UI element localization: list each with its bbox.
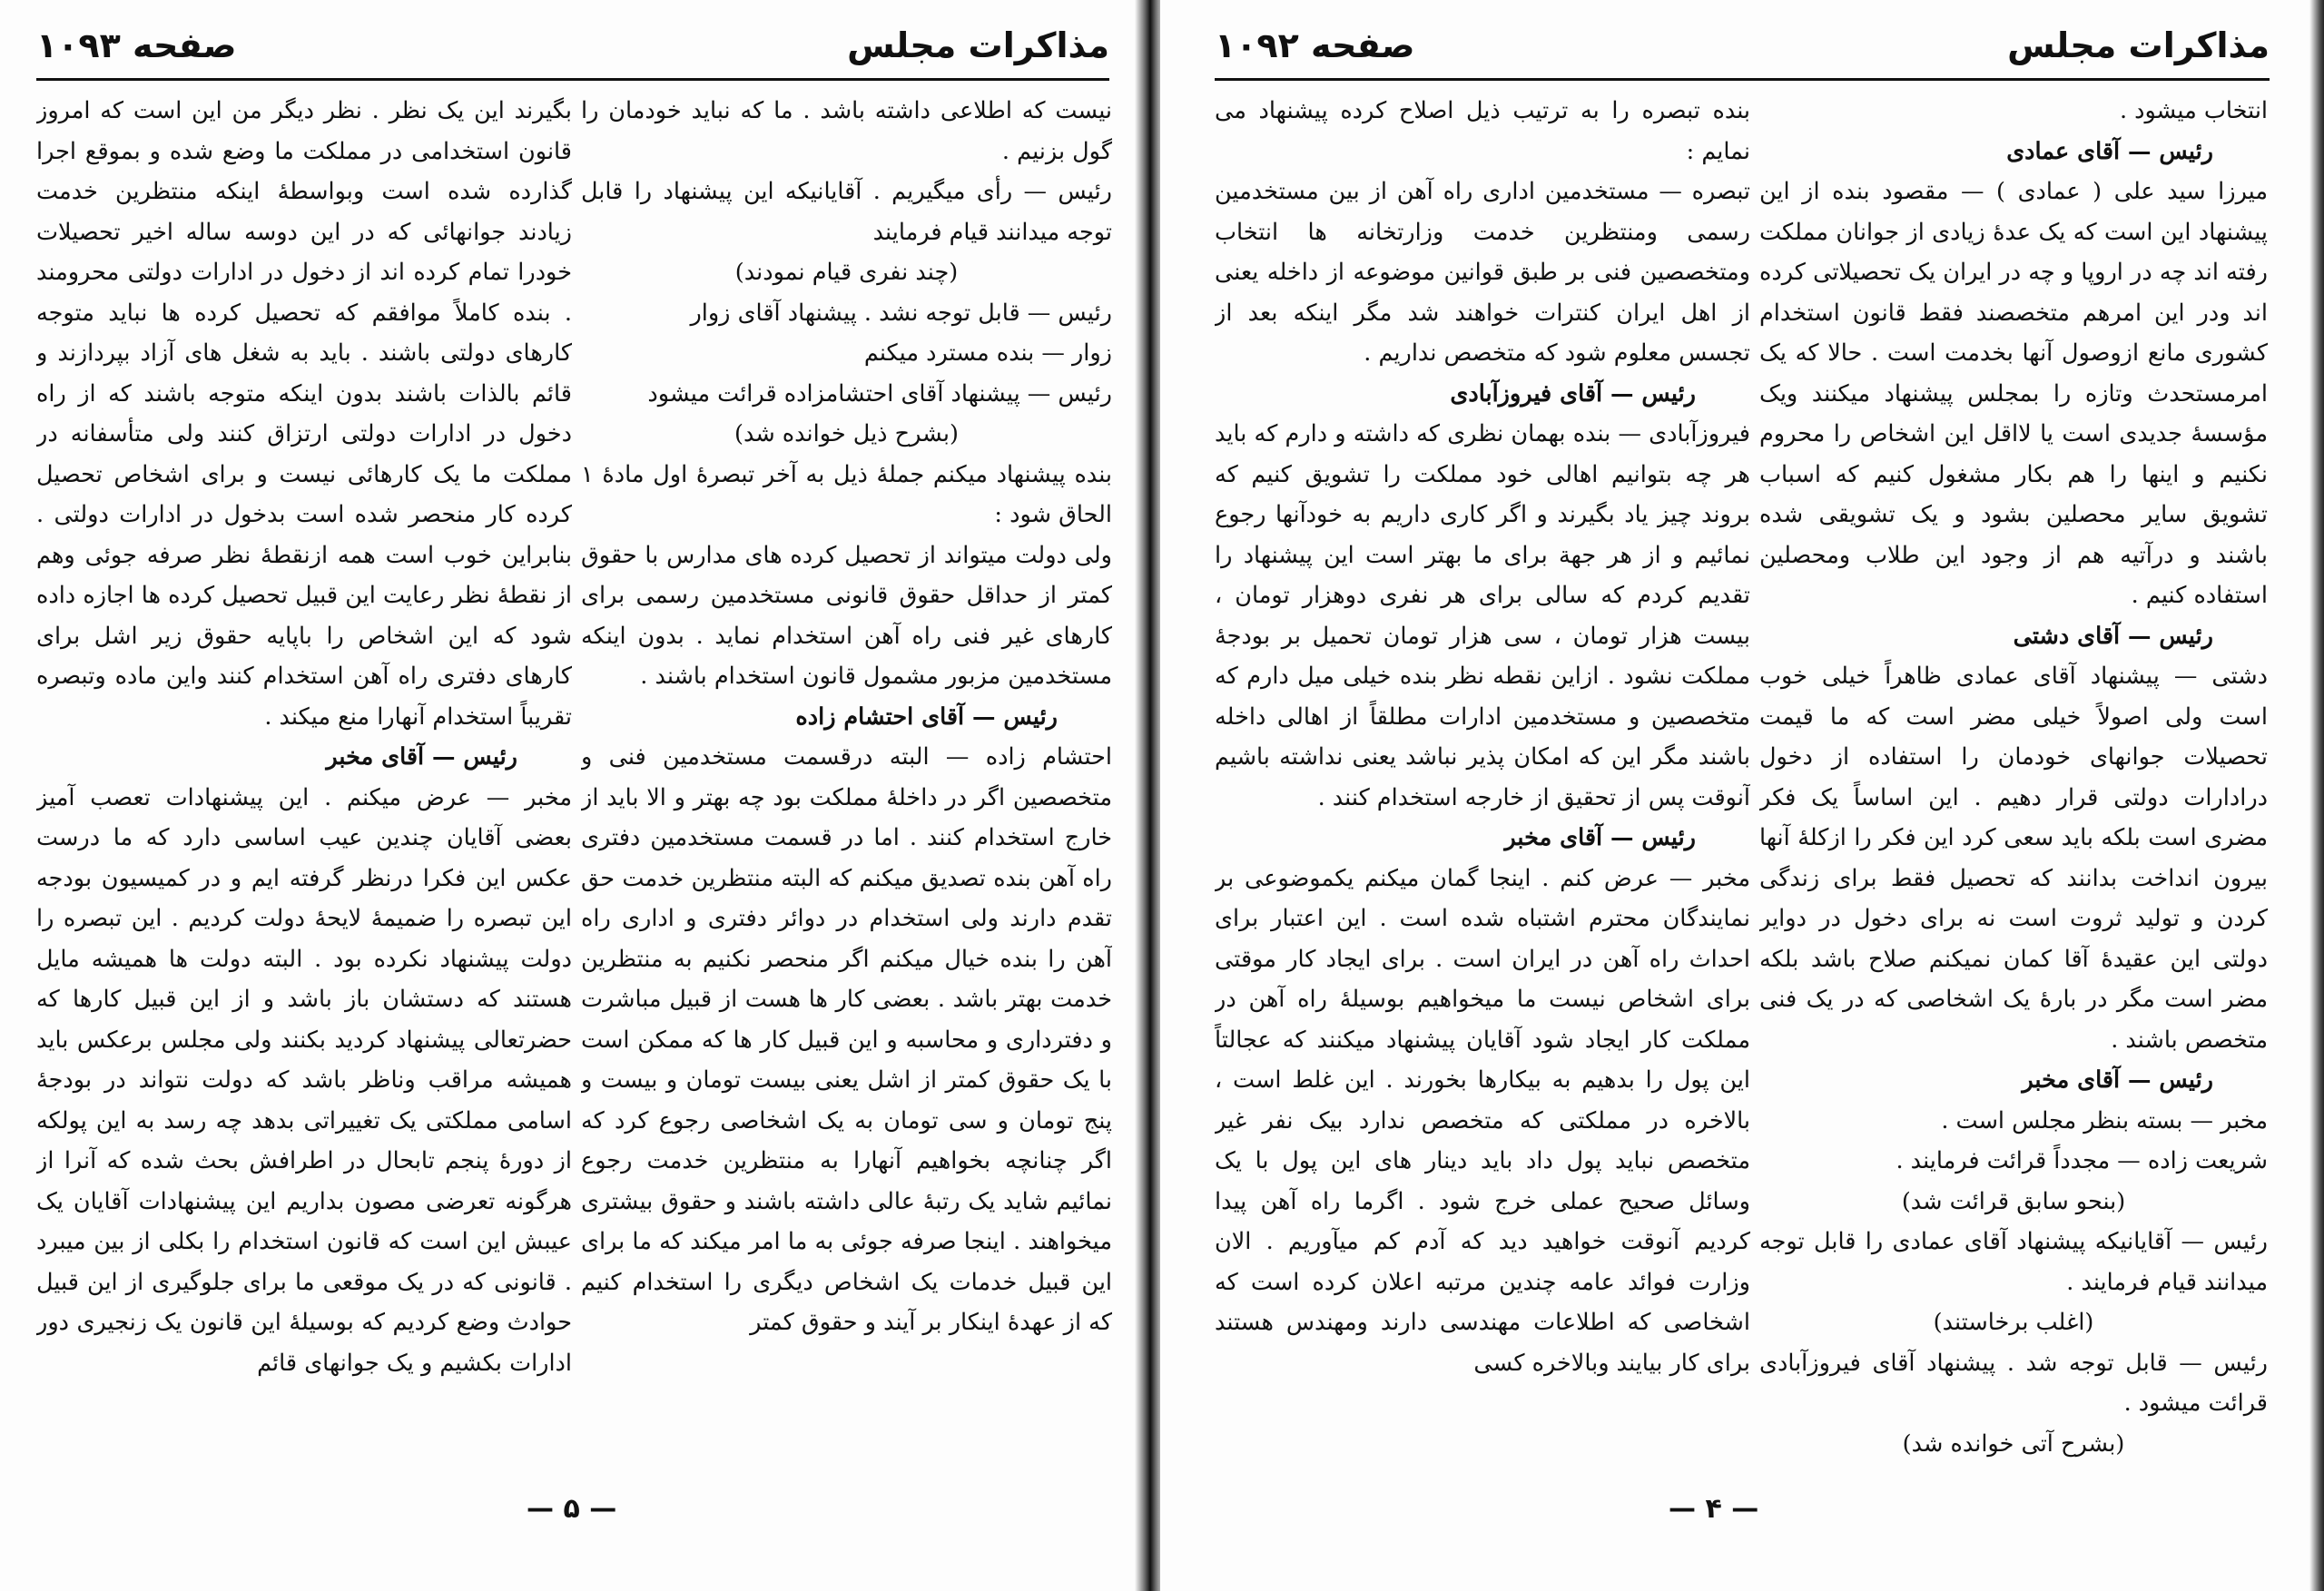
speaker-line: رئیس — آقای مخبر <box>1504 824 1696 851</box>
speaker-line: رئیس — آقای فیروزآبادی <box>1450 379 1696 408</box>
paragraph: فیروزآبادی — بنده بهمان نظری که داشته و دارم که باید هر چه بتوانیم اهالی خود مملکت را تشویق کنیم که بروند چیز یاد بگیرند و اگر کاری داریم به خودآنها رجوع نمائیم و از هر جهة برای ما بهتر است این پیشنهاد را تقدیم کردم که سالی برای هر نفری دوهزار تومان ، بیست هزار تومان ، سی هزار تومان تحمیل بر بودجهٔ مملکت نشود . ازاین نقطه نظر بنده خیلی میل دارم که متخصصین و مستخدمین ادارات مطلقاً از اهالی داخله باشند مگر این که امکان پذیر نباشد یعنی نداشته باشیم آنوقت پس از تحقیق از خارجه استخدام کنند . <box>1215 420 1750 811</box>
centered-note: (بشرح آتی خوانده شد) <box>1902 1429 2125 1458</box>
centered-note: (بشرح ذیل خوانده شد) <box>734 420 959 447</box>
left-header-title: مذاکرات مجلس <box>847 25 1109 65</box>
right-header-rule <box>1215 78 2270 81</box>
left-page-footer: — ۵ — <box>527 1493 617 1525</box>
left-header-rule <box>36 78 1109 81</box>
paragraph: دشتی — پیشنهاد آقای عمادی ظاهراً خیلی خوب است ولی اصولاً خیلی مضر است که ما قیمت تحصیلات جوانهای خودمان را استفاده از دخول درادارات دولتی قرار دهیم . این اساساً یک فکر مضری است بلکه باید سعی کرد این فکر را ازکلهٔ آنها بیرون انداخت بدانند که تحصیل فقط برای زندگی کردن و تولید ثروت است نه برای دخول در دوایر دولتی این عقیدهٔ آقا کمان نمیکنم صلاح باشد بلکه مضر است مگر در بارهٔ یک اشخاصی که در یک فنی متخصص باشند . <box>1759 663 2268 1054</box>
paragraph: انتخاب میشود . <box>2119 97 2268 124</box>
centered-note: (اغلب برخاستند) <box>1933 1309 2094 1336</box>
paragraph: ولی دولت میتواند از تحصیل کرده های مدارس با حقوق کمتر از حداقل حقوق قانونی مستخدمین رسمی برای کارهای غیر فنی راه آهن استخدام نماید . بدون اینکه مستخدمین مزبور مشمول قانون استخدام باشند . <box>581 541 1112 690</box>
paragraph: مخبر — عرض میکنم . این پیشنهادات تعصب آمیز بعضی آقایان چندین عیب اساسی دارد که ما درست عکس این فکرا درنظر گرفته ایم و در کمیسیون بودجه این تبصره را ضمیمهٔ لایحهٔ دولت کردیم . این تبصره را دولت پیشنهاد نکرده بود . البته دولت ها همیشه مایل هستند که دستشان باز باشد و از این قبیل کارها که حضرتعالی پیشنهاد کردید بکنند ولی مجلس برعکس باید همیشه مراقب وناظر باشد که دولت نتواند در بودجهٔ اسامی مملکتی یک تغییراتی بدهد چه رسد به این پولکه از دورهٔ پنجم تابحال در اطرافش بحث شده که آنرا از هرگونه تعرضی مصون بداریم این پیشنهادات آقایان یک عیبش این است که قانون استخدام را بکلی از بین میبرد . قانونی که در یک موقعی ما برای جلوگیری از این قبیل حوادث وضع کردیم که بوسیلهٔ این قانون یک زنجیری دور ادارات بکشیم و یک جوانهای قائم <box>36 783 572 1377</box>
paragraph: رئیس — پیشنهاد آقای احتشامزاده قرائت میشود <box>647 379 1112 408</box>
left-page-header <box>36 25 1109 76</box>
left-page-right-column <box>581 91 1112 1479</box>
paragraph: میرزا سید علی ( عمادی ) — مقصود بنده از این پیشنهاد این است که یک عدهٔ زیادی از جوانان مملکت رفته اند چه در اروپا و چه در ایران یک تحصیلاتی کرده اند ودر این امرهم متخصصند فقط قانون استخدام کشوری مانع ازوصول آنها بخدمت است . حالا که یک امرمستحدث وتازه را بمجلس پیشنهاد میکنند ویک مؤسسهٔ جدیدی است یا لااقل این اشخاص را محروم نکنیم و اینها را هم بکار مشغول کنیم که اسباب تشویق سایر محصلین بشود و یک تشویقی شده باشند و درآتیه هم از وجود این طلاب ومحصلین استفاده کنیم . <box>1759 178 2268 609</box>
paragraph: مخبر — عرض کنم . اینجا گمان میکنم یکموضوعی بر نمایندگان محترم اشتباه شده است . این اعتبار برای احداث راه آهن در ایران است . برای ایجاد کار موقتی برای اشخاص نیست ما میخواهیم بوسیلهٔ راه آهن در مملکت کار ایجاد شود آقایان پیشنهاد میکنند که عجالتاً این پول را بدهیم به بیکارها بخورند . این غلط است ، بالاخره در مملکتی که متخصص ندارد بیک نفر غیر متخصص نباید پول داد باید دینار های این پول با یک وسائل صحیح عملی خرج شود . اگرما راه آهن پیدا کردیم آنوقت خواهید دید که آدم کم میآوریم . الان وزارت فوائد عامه چندین مرتبه اعلان کرده است که اشخاصی که اطلاعات مهندسی دارند ومهندس هستند برای کار بیایند وبالاخره کسی <box>1215 864 1750 1377</box>
paragraph: شریعت زاده — مجدداً قرائت فرمایند . <box>1896 1147 2268 1174</box>
paragraph: احتشام زاده — البته درقسمت مستخدمین فنی و متخصصین اگر در داخلهٔ مملکت بود چه بهتر و الا باید از خارج استخدام کنند . اما در قسمت مستخدمین دفتری راه آهن بنده تصدیق میکنم که البته منتظرین خدمت حق تقدم دارند ولی استخدام در دوائر دفتری و اداری راه آهن را بنده خیال میکنم اگر منحصر نکنیم به منتظرین خدمت بهتر باشد . بعضی کار ها هست از قبیل مباشرت و دفترداری و محاسبه و این قبیل کار ها که ممکن است با یک حقوق کمتر از اشل یعنی بیست تومان و بیست و پنج تومان و سی تومان به یک اشخاصی رجوع کرد که اگر چنانچه بخواهیم آنهارا به منتظرین خدمت رجوع نمائیم شاید یک رتبهٔ عالی داشته باشند و حقوق بیشتری میخواهند . اینجا صرفه جوئی به ما امر میکند که ما برای این قبیل خدمات یک اشخاص دیگری را استخدام کنیم که از عهدهٔ اینکار بر آیند و حقوق کمتر <box>581 743 1112 1336</box>
paragraph: رئیس — آقایانیکه پیشنهاد آقای عمادی را قابل توجه میدانند قیام فرمایند . <box>1759 1228 2268 1296</box>
centered-note: (چند نفری قیام نمودند) <box>734 259 959 286</box>
paragraph: تبصره — مستخدمین اداری راه آهن از بین مستخدمین رسمی ومنتظرین خدمت وزارتخانه ها انتخاب ومتخصصین فنی بر طبق قوانین موضوعه از داخله یعنی از اهل ایران کنترات خواهند شد مگر اینکه بعد از تجسس معلوم شود که متخصص نداریم . <box>1215 178 1750 367</box>
paragraph: بگیرند این یک نظر . نظر دیگر من این است که امروز قانون استخدامی در مملکت ما وضع شده و بموقع اجرا گذارده شده است وبواسطهٔ اینکه منتظرین خدمت زیادند جوانهائی که در این دوسه ساله اخیر تحصیلات خودرا تمام کرده اند از دخول در ادارات دولتی محرومند . بنده کاملاً موافقم که تحصیل کرده ها نباید متوجه کارهای دولتی باشند . باید به شغل های آزاد بپردازند و قائم بالذات باشند بدون اینکه متوجه باشند که از راه دخول در ادارات دولتی ارتزاق کنند ولی متأسفانه در مملکت ما یک کارهائی نیست و برای اشخاص تحصیل کرده کار منحصر شده است بدخول در ادارات دولتی . بنابراین خوب است همه ازنقطهٔ نظر صرفه جوئی وهم از نقطهٔ نظر رعایت این قبیل تحصیل کرده ها اجازه داده شود که این اشخاص را باپایه حقوق زیر اشل برای کارهای دفتری راه آهن استخدام کنند واین ماده وتبصره تقریباً استخدام آنهارا منع میکند . <box>36 97 572 731</box>
speaker-line: رئیس — آقای احتشام زاده <box>795 702 1058 731</box>
paragraph: بنده پیشنهاد میکنم جملهٔ ذیل به آخر تبصرهٔ اول مادهٔ ۱ الحاق شود : <box>581 460 1112 528</box>
speaker-line: رئیس — آقای عمادی <box>2006 137 2213 165</box>
paragraph: نیست که اطلاعی داشته باشد . ما که نباید خودمان را گول بزنیم . <box>581 97 1112 165</box>
right-page-left-column <box>1215 91 1750 1479</box>
right-page-header <box>1215 25 2270 76</box>
right-page-footer: — ۴ — <box>1669 1493 1759 1525</box>
paragraph: مخبر — بسته بنظر مجلس است . <box>1941 1106 2268 1134</box>
speaker-line: رئیس — آقای دشتی <box>2013 622 2213 650</box>
right-header-page-number: صفحه ۱۰۹۲ <box>1215 25 1415 65</box>
page-edge-shadow <box>2309 0 2324 1591</box>
right-page <box>1160 0 2324 1591</box>
paragraph: بنده تبصره را به ترتیب ذیل اصلاح کرده پیشنهاد می نمایم : <box>1215 97 1750 165</box>
right-header-title: مذاکرات مجلس <box>2007 25 2270 65</box>
right-page-right-column <box>1759 91 2268 1479</box>
left-page <box>0 0 1146 1591</box>
paragraph: رئیس — قابل توجه شد . پیشنهاد آقای فیروزآبادی قرائت میشود . <box>1759 1349 2268 1417</box>
speaker-line: رئیس — آقای مخبر <box>2022 1066 2213 1094</box>
paragraph: رئیس — قابل توجه نشد . پیشنهاد آقای زوار <box>690 299 1112 327</box>
paragraph: زوار — بنده مسترد میکنم <box>863 339 1112 367</box>
paragraph: رئیس — رأی میگیریم . آقایانیکه این پیشنهاد را قابل توجه میدانند قیام فرمایند <box>581 178 1112 246</box>
left-header-page-number: صفحه ۱۰۹۳ <box>36 25 237 65</box>
centered-note: (بنحو سابق قرائت شد) <box>1901 1187 2126 1215</box>
speaker-line: رئیس — آقای مخبر <box>326 743 517 771</box>
left-page-left-column <box>36 91 572 1479</box>
